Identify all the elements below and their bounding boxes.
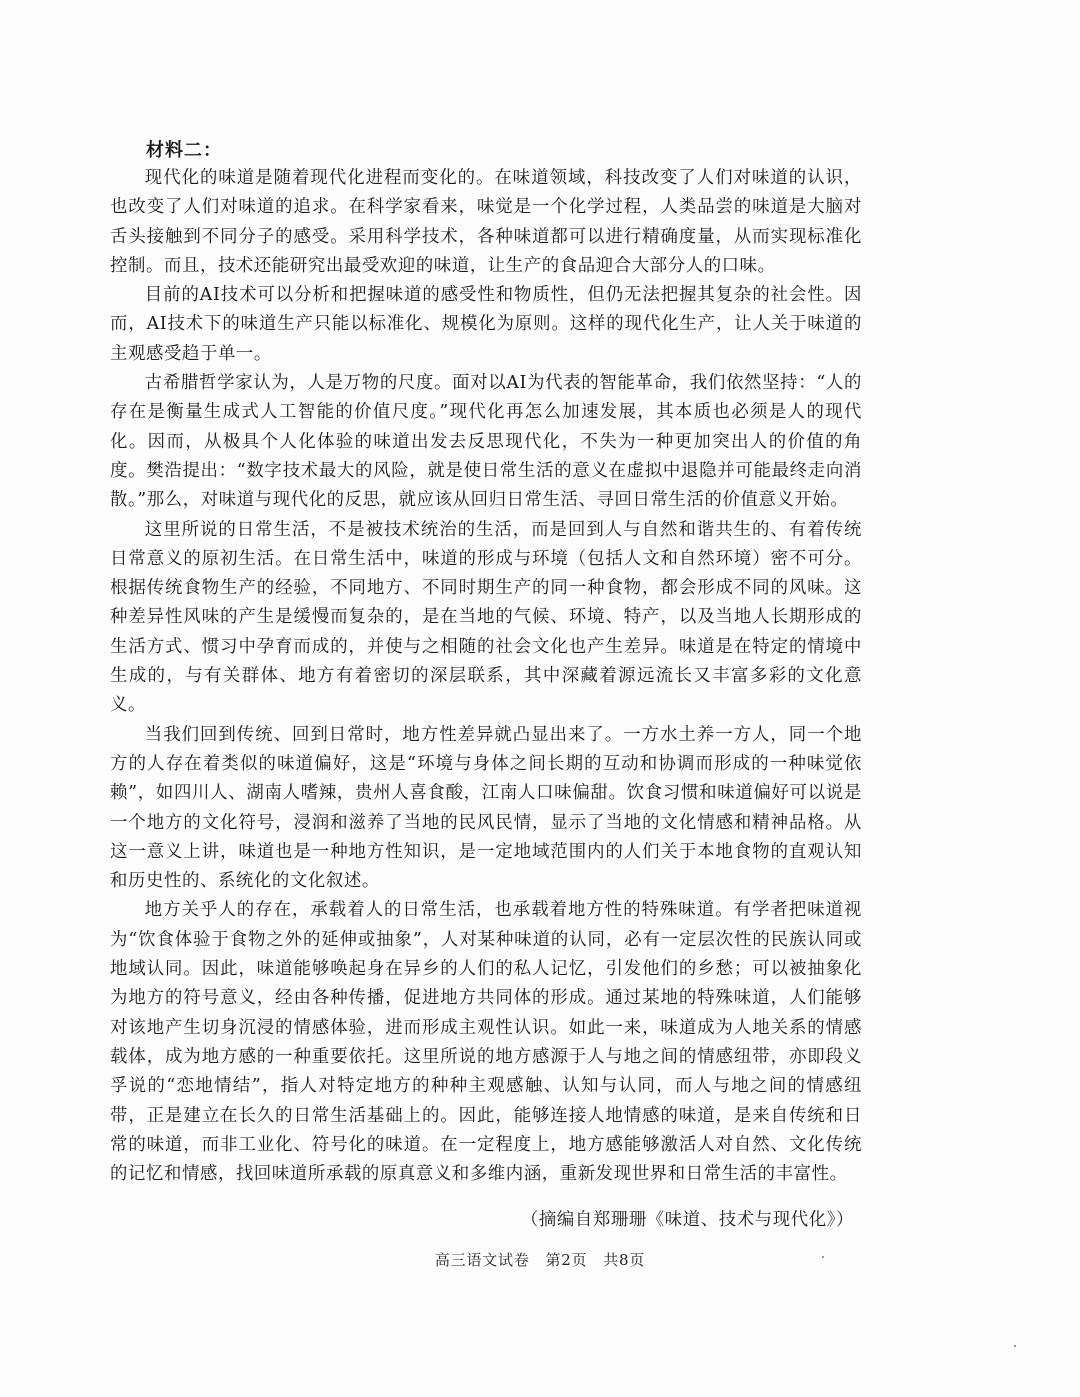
page-footer: 高三语文试卷 第2页 共8页 (434, 1251, 646, 1269)
paragraph-4: 这里所说的日常生活，不是被技术统治的生活，而是回到人与自然和谐共生的、有着传统日常意义的原初生活。在日常生活中，味道的形成与环境（包括人文和自然环境）密不可分。根据传统食物生产的经验，不同地方、不同时期生产的同一种食物，都会形成不同的风味。这种差异性风味的产生是缓慢而复杂的，是在当地的气候、环境、特产，以及当地人长期形成的生活方式、惯习中孕育而成的，并使与之相随的社会文化也产生差异。味道是在特定的情境中生成的，与有关群体、地方有着密切的深层联系，其中深藏着源远流长又丰富多彩的文化意义。 (110, 519, 862, 716)
scan-speck (1014, 1345, 1016, 1347)
scan-speck (822, 1256, 824, 1258)
material-heading: 材料二： (146, 140, 222, 161)
source-citation: （摘编自郑珊珊《味道、技术与现代化》） (520, 1210, 854, 1230)
paragraph-5: 当我们回到传统、回到日常时，地方性差异就凸显出来了。一方水土养一方人，同一个地方的人存在着类似的味道偏好，这是“环境与身体之间长期的互动和协调而形成的一种味觉依赖”，如四川人、湖南人嗜辣，贵州人喜食酸，江南人口味偏甜。饮食习惯和味道偏好可以说是一个地方的文化符号，浸润和滋养了当地的民风民情，显示了当地的文化情感和精神品格。从这一意义上讲，味道也是一种地方性知识，是一定地域范围内的人们关于本地食物的直观认知和历史性的、系统化的文化叙述。 (110, 724, 862, 892)
paragraph-1: 现代化的味道是随着现代化进程而变化的。在味道领域，科技改变了人们对味道的认识，也改变了人们对味道的追求。在科学家看来，味觉是一个化学过程，人类品尝的味道是大脑对舌头接触到不同分子的感受。采用科学技术，各种味道都可以进行精确度量，从而实现标准化控制。而且，技术还能研究出最受欢迎的味道，让生产的食品迎合大部分人的口味。 (110, 168, 862, 276)
paragraph-2: 目前的AI技术可以分析和把握味道的感受性和物质性，但仍无法把握其复杂的社会性。因而，AI技术下的味道生产只能以标准化、规模化为原则。这样的现代化生产，让人关于味道的主观感受趋于单一。 (110, 285, 862, 364)
paragraph-6: 地方关乎人的存在，承载着人的日常生活，也承载着地方性的特殊味道。有学者把味道视为“饮食体验于食物之外的延伸或抽象”，人对某种味道的认同，必有一定层次性的民族认同或地域认同。因此，味道能够唤起身在异乡的人们的私人记忆，引发他们的乡愁；可以被抽象化为地方的符号意义，经由各种传播，促进地方共同体的形成。通过某地的特殊味道，人们能够对该地产生切身沉浸的情感体验，进而形成主观性认识。如此一来，味道成为人地关系的情感载体，成为地方感的一种重要依托。这里所说的地方感源于人与地之间的情感纽带，亦即段义孚说的“恋地情结”，指人对特定地方的种种主观感触、认知与认同，而人与地之间的情感纽带，正是建立在长久的日常生活基础上的。因此，能够连接人地情感的味道，是来自传统和日常的味道，而非工业化、符号化的味道。在一定程度上，地方感能够激活人对自然、文化传统的记忆和情感，找回味道所承载的原真意义和多维内涵，重新发现世界和日常生活的丰富性。 (110, 900, 862, 1185)
article-body (110, 138, 862, 1189)
paragraph-3: 古希腊哲学家认为，人是万物的尺度。面对以AI为代表的智能革命，我们依然坚持：“人的存在是衡量生成式人工智能的价值尺度。”现代化再怎么加速发展，其本质也必须是人的现代化。因而，从极具个人化体验的味道出发去反思现代化，不失为一种更加突出人的价值的角度。樊浩提出：“数字技术最大的风险，就是使日常生活的意义在虚拟中退隐并可能最终走向消散。”那么，对味道与现代化的反思，就应该从回归日常生活、寻回日常生活的价值意义开始。 (110, 373, 862, 511)
